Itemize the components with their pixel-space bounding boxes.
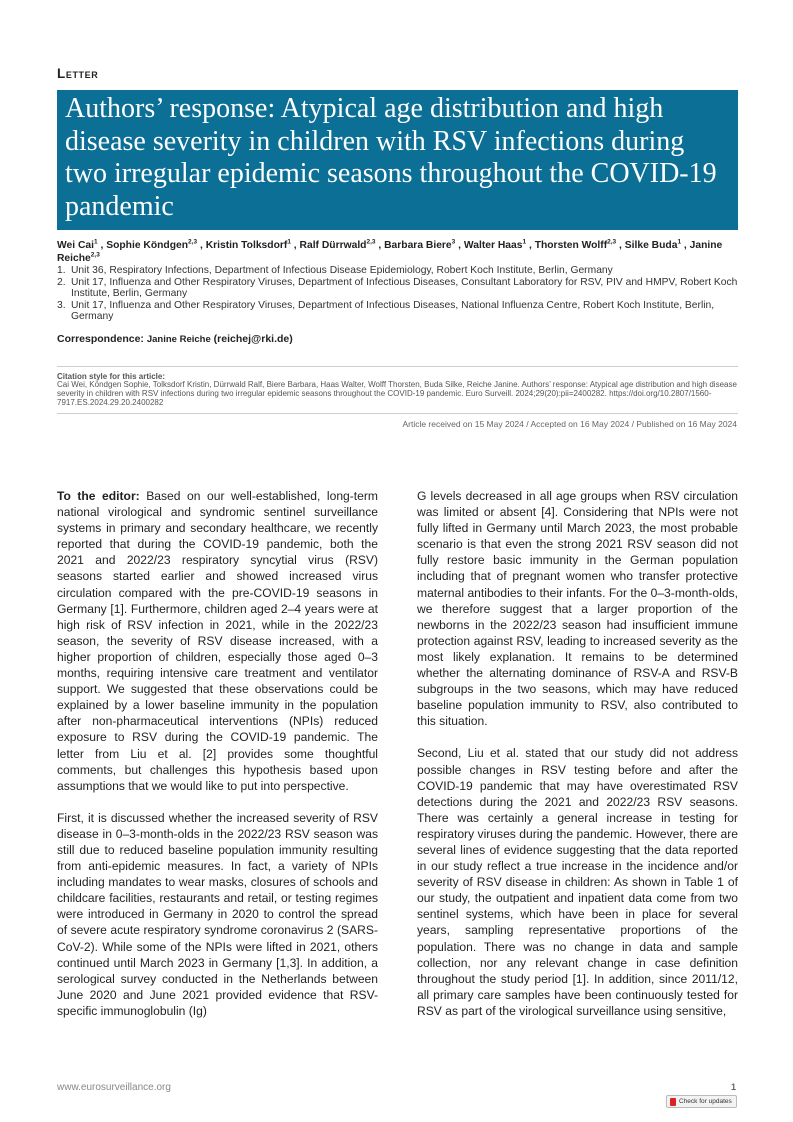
divider <box>57 366 738 367</box>
body-paragraph: To the editor: Based on our well-established, long-term national virological and syndromic sentinel surveillance systems in primary and secondary healthcare, we recently reported that during the COVID-19 pandemic, both the 2021 and 2022/23 respiratory syncytial virus (RSV) seasons started earlier and showed increased virus circulation compared with the pre-COVID-19 seasons in Germany [1]. Furthermore, children aged 2–4 years were at high risk of RSV infection in 2021, while in the 2022/23 season, the severity of RSV disease increased, with a higher proportion of children, especially those aged 0–3 months, requiring intensive care treatment and ventilator support. We suggested that these observations could be explained by a lower baseline immunity in the population after non-pharmaceutical interventions (NPIs) reduced exposure to RSV during the COVID-19 pandemic. The letter from Liu et al. [2] provides some thoughtful comments, but challenges this hypothesis based upon assumptions that we would like to put into perspective. <box>57 489 378 793</box>
affiliation: 3. Unit 17, Influenza and Other Respiratory Viruses, Department of Infectious Diseases, National Influenza Centre, Robert Koch Institute, Berlin, Germany <box>57 299 715 323</box>
affiliation: 2. Unit 17, Influenza and Other Respiratory Viruses, Department of Infectious Diseases, Consultant Laboratory for RSV, PIV and HMPV, Robert Koch Institute, Berlin, Germany <box>57 276 738 300</box>
author[interactable]: Silke Buda$^1$ <box>624 238 682 251</box>
body-column-left <box>57 488 378 1035</box>
body-paragraph: First, it is discussed whether the increased severity of RSV disease in 0–3-month-olds in the 2022/23 RSV season was still due to reduced baseline population immunity resulting from anti-epidemic measures. In fact, a variety of NPIs including mandates to wear masks, closures of schools and childcare facilities, restaurants and retail, or testing regimes were introduced in Germany in 2020 to control the spread of severe acute respiratory syndrome coronavirus 2 (SARS-CoV-2). While some of the NPIs were lifted in 2021, others continued until March 2023 in Germany [1,3]. In addition, a serological survey conducted in the Netherlands between June 2020 and June 2021 provided evidence that RSV-specific immunoglobulin (Ig) <box>57 810 378 1018</box>
bookmark-icon <box>670 1098 676 1106</box>
author[interactable]: Barbara Biere$^3$ <box>384 238 456 251</box>
author[interactable]: Thorsten Wolff$^{2,3}$ <box>534 238 617 251</box>
author[interactable]: Wei Cai$^1$ <box>57 238 98 251</box>
body-paragraph: G levels decreased in all age groups when RSV circulation was limited or absent [4]. Considering that NPIs were not fully lifted in Germany until March 2023, the most probable scenario is that even the strong 2021 RSV season did not fully restore basic immunity in the German population including that of pregnant women who transfer protective maternal antibodies to their infants. For the 0–3-month-olds, we therefore suggest that a larger proportion of the newborns in the 2022/23 season had insufficient immune protection against RSV, leading to increased severity as the most likely explanation. It remains to be determined whether the alternating dominance of RSV-A and RSV-B subgroups in the two seasons, which may have reduced baseline population immunity to RSV, also contributed to this situation. <box>417 489 738 729</box>
divider <box>57 413 738 414</box>
citation-label: Citation style for this article: <box>57 372 166 381</box>
affiliation: 1. Unit 36, Respiratory Infections, Department of Infectious Disease Epidemiology, Robert Koch Institute, Berlin, Germany <box>57 265 613 276</box>
citation-text: Cai Wei, Köndgen Sophie, Tolksdorf Kristin, Dürrwald Ralf, Biere Barbara, Haas Walter, Wolff Thorsten, Buda Silke, Reiche Janine. Authors’ response: Atypical age distribution and high disease severity in children with RSV infections during two irregular epidemic seasons throughout the COVID-19 pandemic. Euro Surveill. 2024;29(20):pii=2400282. https://doi.org/10.2807/1560-7917.ES.2024.29.20.2400282 <box>57 380 737 408</box>
author[interactable]: Sophie Köndgen$^{2,3}$ <box>106 238 198 251</box>
correspondence-label: Correspondence: <box>57 333 144 345</box>
article-dates: Article received on 15 May 2024 / Accepted on 16 May 2024 / Published on 16 May 2024 <box>402 419 737 429</box>
affiliation-list <box>57 265 738 323</box>
author[interactable]: Kristin Tolksdorf$^1$ <box>205 238 291 251</box>
body-column-right <box>417 488 738 1035</box>
author[interactable]: Janine Reiche$^{2,3}$ <box>57 240 723 264</box>
footer-url[interactable]: www.eurosurveillance.org <box>57 1082 171 1093</box>
body-paragraph: Second, Liu et al. stated that our study did not address possible changes in RSV testing before and after the COVID-19 pandemic that may have overestimated RSV detections during the 2021 and 2022/23 RSV seasons. There was certainly a general increase in testing for respiratory viruses during the pandemic. However, there are several lines of evidence suggesting that the data reported in our study reflect a true increase in the incidence and/or severity of RSV disease in children: As shown in Table 1 of our study, the outpatient and inpatient data come from two sentinel systems, which have been in place for several years, sampling representative proportions of the population. There was no change in data and sample collection, nor any relevant change in case definition throughout the study period [1]. In addition, since 2011/12, all primary care samples have been continuously tested for RSV as part of the virological surveillance using sensitive, <box>417 746 738 1018</box>
article-category: Letter <box>57 66 99 81</box>
correspondence <box>57 333 293 345</box>
author[interactable]: Ralf Dürrwald$^{2,3}$ <box>299 238 376 251</box>
check-for-updates-button[interactable]: Check for updates <box>666 1095 737 1108</box>
correspondence-name: Janine Reiche <box>146 334 211 345</box>
article-title: Authors’ response: Atypical age distribution and high disease severity in children with RSV infections during two irregular epidemic seasons throughout the COVID-19 pandemic <box>65 93 717 222</box>
page-number: 1 <box>730 1082 736 1092</box>
lead-in: To the editor: <box>57 489 140 503</box>
title-banner <box>57 90 738 230</box>
author[interactable]: Walter Haas$^1$ <box>463 238 527 251</box>
correspondence-email[interactable]: (reichej@rki.de) <box>213 333 293 345</box>
author-list: Wei Cai$^1$ , Sophie Köndgen$^{2,3}$ , Kristin Tolksdorf$^1$ , Ralf Dürrwald$^{2,3}$ , Barbara Biere$^3$ , Walter Haas$^1$ , Thorsten Wolff$^{2,3}$ , Silke Buda$^1$ , Janine Reiche$^{2,3}$ <box>57 238 723 264</box>
